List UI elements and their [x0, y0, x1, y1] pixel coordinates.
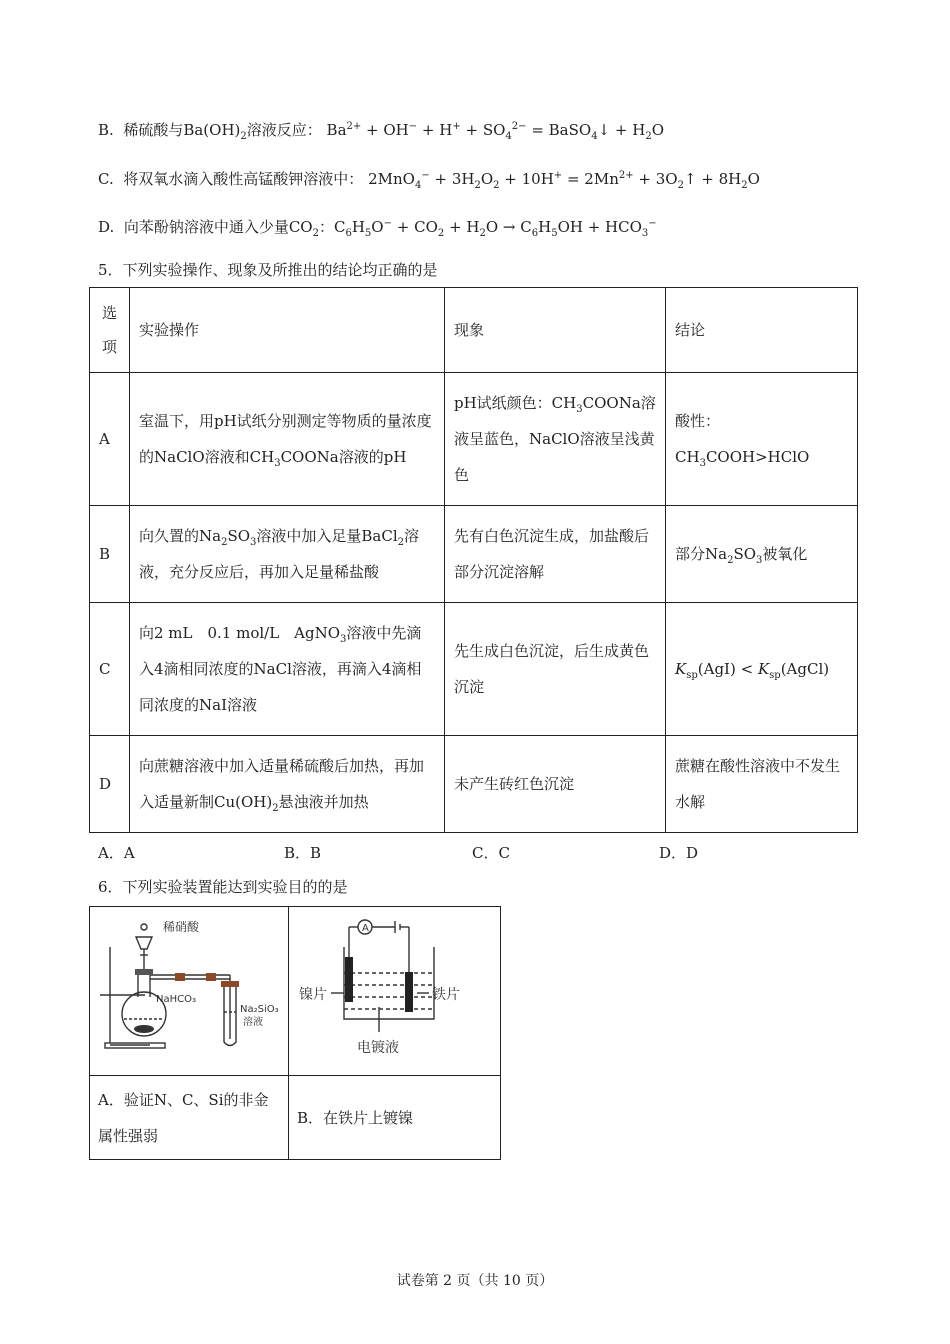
- row-conclusion: $K_{sp}(AgI)$ < $K_{sp}(AgCl)$: [666, 603, 858, 736]
- label-plating-solution: 电镀液: [357, 1040, 399, 1056]
- row-phenomenon: pH试纸颜色：$CH_3COONa$溶液呈蓝色，NaClO溶液呈浅黄色: [445, 373, 666, 506]
- label-sol2: 溶液: [243, 1017, 263, 1028]
- row-phenomenon: 先有白色沉淀生成，加盐酸后部分沉淀溶解: [445, 506, 666, 603]
- row-operation: 向蔗糖溶液中加入适量稀硫酸后加热，再加入适量新制$Cu(OH)_2$悬浊液并加热: [130, 736, 445, 833]
- caption-a: A．验证N、C、Si的非金属性强弱: [90, 1076, 289, 1160]
- row-phenomenon: 先生成白色沉淀，后生成黄色沉淀: [445, 603, 666, 736]
- row-conclusion: 部分$Na_2SO_3$被氧化: [666, 506, 858, 603]
- q5-choices: [98, 842, 858, 862]
- table-header-row: [90, 288, 858, 373]
- page-footer: 试卷第 2 页（共 10 页）: [396, 1273, 554, 1289]
- choice-b[interactable]: B．B: [284, 844, 322, 862]
- table-row: [90, 736, 858, 833]
- choice-d[interactable]: D．D: [659, 844, 699, 862]
- apparatus-b-diagram: [289, 907, 501, 1062]
- choice-a[interactable]: A．A: [98, 844, 135, 862]
- q4-option-d: D. 向苯酚钠溶液中通入少量$CO_2$：$C_6H_5O^- + CO_2 + H_2O \to C_6H_5OH + HCO_3^-$: [98, 218, 657, 239]
- row-conclusion: 酸性： $CH_3COOH>HClO$: [666, 373, 858, 506]
- header-conclusion: 结论: [666, 288, 858, 373]
- q4-option-c: C. 将双氧水滴入酸性高锰酸钾溶液中： $2MnO_4^- + 3H_2O_2 + 10H^+ = 2Mn^{2+}$ + $3O_2↑ + 8H_2O$: [98, 170, 760, 191]
- q6-table: [89, 906, 501, 1160]
- apparatus-a-cell: [90, 907, 289, 1076]
- header-phenomenon: 现象: [445, 288, 666, 373]
- row-option: B: [90, 506, 130, 603]
- row-conclusion: 蔗糖在酸性溶液中不发生水解: [666, 736, 858, 833]
- row-option: A: [90, 373, 130, 506]
- row-operation: 向2 mL 0.1 mol/L AgNO$_3$溶液中先滴入4滴相同浓度的NaCl溶液，再滴入4滴相同浓度的NaI溶液: [130, 603, 445, 736]
- label-acid: 稀硝酸: [163, 920, 200, 934]
- q5-table: [89, 287, 858, 833]
- row-phenomenon: 未产生砖红色沉淀: [445, 736, 666, 833]
- label-iron: 铁片: [432, 987, 460, 1003]
- header-option: 选 项: [90, 288, 130, 373]
- table-row: [90, 373, 858, 506]
- row-option: D: [90, 736, 130, 833]
- label-sol1: Na₂SiO₃: [240, 1004, 279, 1015]
- caption-b: B．在铁片上镀镍: [289, 1076, 501, 1160]
- row-option: C: [90, 603, 130, 736]
- row-operation: 向久置的$Na_2SO_3$溶液中加入足量BaCl$_2$溶液，充分反应后，再加入足量稀盐酸: [130, 506, 445, 603]
- q4-option-b: B. 稀硫酸与$Ba(OH)_2$溶液反应： $Ba^{2+} + OH^- + H^+ + SO_4^{2-}$ = BaSO$_4$↓ + $H_2O$: [98, 121, 665, 142]
- table-row: [90, 603, 858, 736]
- apparatus-a-diagram: [90, 907, 289, 1062]
- row-operation: 室温下，用pH试纸分别测定等物质的量浓度的NaClO溶液和$CH_3COONa$溶液的pH: [130, 373, 445, 506]
- label-nickel: 镍片: [299, 987, 327, 1003]
- q5-stem: 5．下列实验操作、现象及所推出的结论均正确的是: [98, 261, 438, 279]
- choice-c[interactable]: C．C: [472, 844, 510, 862]
- header-operation: 实验操作: [130, 288, 445, 373]
- q6-stem: 6．下列实验装置能达到实验目的的是: [98, 878, 348, 896]
- table-row: [90, 506, 858, 603]
- label-salt: NaHCO₃: [156, 994, 196, 1005]
- apparatus-b-cell: [289, 907, 501, 1076]
- ammeter-label: A: [362, 923, 369, 934]
